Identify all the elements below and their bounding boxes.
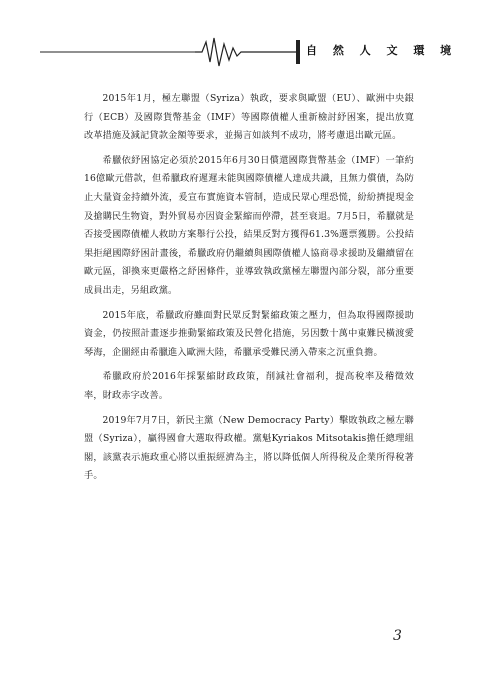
page-number: 3	[393, 628, 402, 644]
paragraph: 2019年7月7日，新民主黨（New Democracy Party）擊敗執政之極左聯盟（Syriza），贏得國會大選取得政權。黨魁Kyriakos Mitsotakis擔任總理組閣，該黨表示施政重心將以重振經濟為主，將以降低個人所得稅及企業所得稅著手。	[84, 414, 414, 482]
paragraph: 2015年1月，極左聯盟（Syriza）執政，要求與歐盟（EU）、歐洲中央銀行（ECB）及國際貨幣基金（IMF）等國際債權人重新檢討紓困案，提出放寬改革措施及減記貸款金額等要求，並揚言如談判不成功，將考慮退出歐元區。	[84, 93, 414, 142]
section-title: 自 然 人 文 環 境	[306, 44, 458, 57]
paragraph: 2015年底，希臘政府雖面對民眾反對緊縮政策之壓力，但為取得國際援助資金，仍按照計畫逐步推動緊縮政策及民營化措施，另因數十萬中東難民橫渡愛琴海，企圖經由希臘進入歐洲大陸，希臘承受難民湧入帶來之沉重負擔。	[84, 309, 414, 358]
paragraph: 希臘政府於2016年採緊縮財政政策，削減社會福利，提高稅率及稽徵效率，財政赤字改善。	[84, 371, 414, 401]
paragraph: 希臘依紓困協定必須於2015年6月30日償還國際貨幣基金（IMF）一筆約16億歐元借款，但希臘政府遲遲未能與國際債權人達成共識，且無力償債，為防止大量資金持續外流，爰宣布實施資本管制，造成民眾心理恐慌，紛紛擠提現金及搶購民生物資，對外貿易亦因資金緊縮而停滯，甚至衰退。7月5日，希臘就是否接受國際債權人救助方案舉行公投，結果反對方獲得61.3%選票獲勝。公投結果拒絕國際紓困計畫後，希臘政府仍繼續與國際債權人協商尋求援助及繼續留在歐元區，卻換來更嚴格之紓困條件，並導致執政黨極左聯盟內部分裂，部分重要成員出走，另組政黨。	[84, 154, 414, 296]
running-header	[0, 36, 480, 70]
body-text	[84, 90, 414, 492]
